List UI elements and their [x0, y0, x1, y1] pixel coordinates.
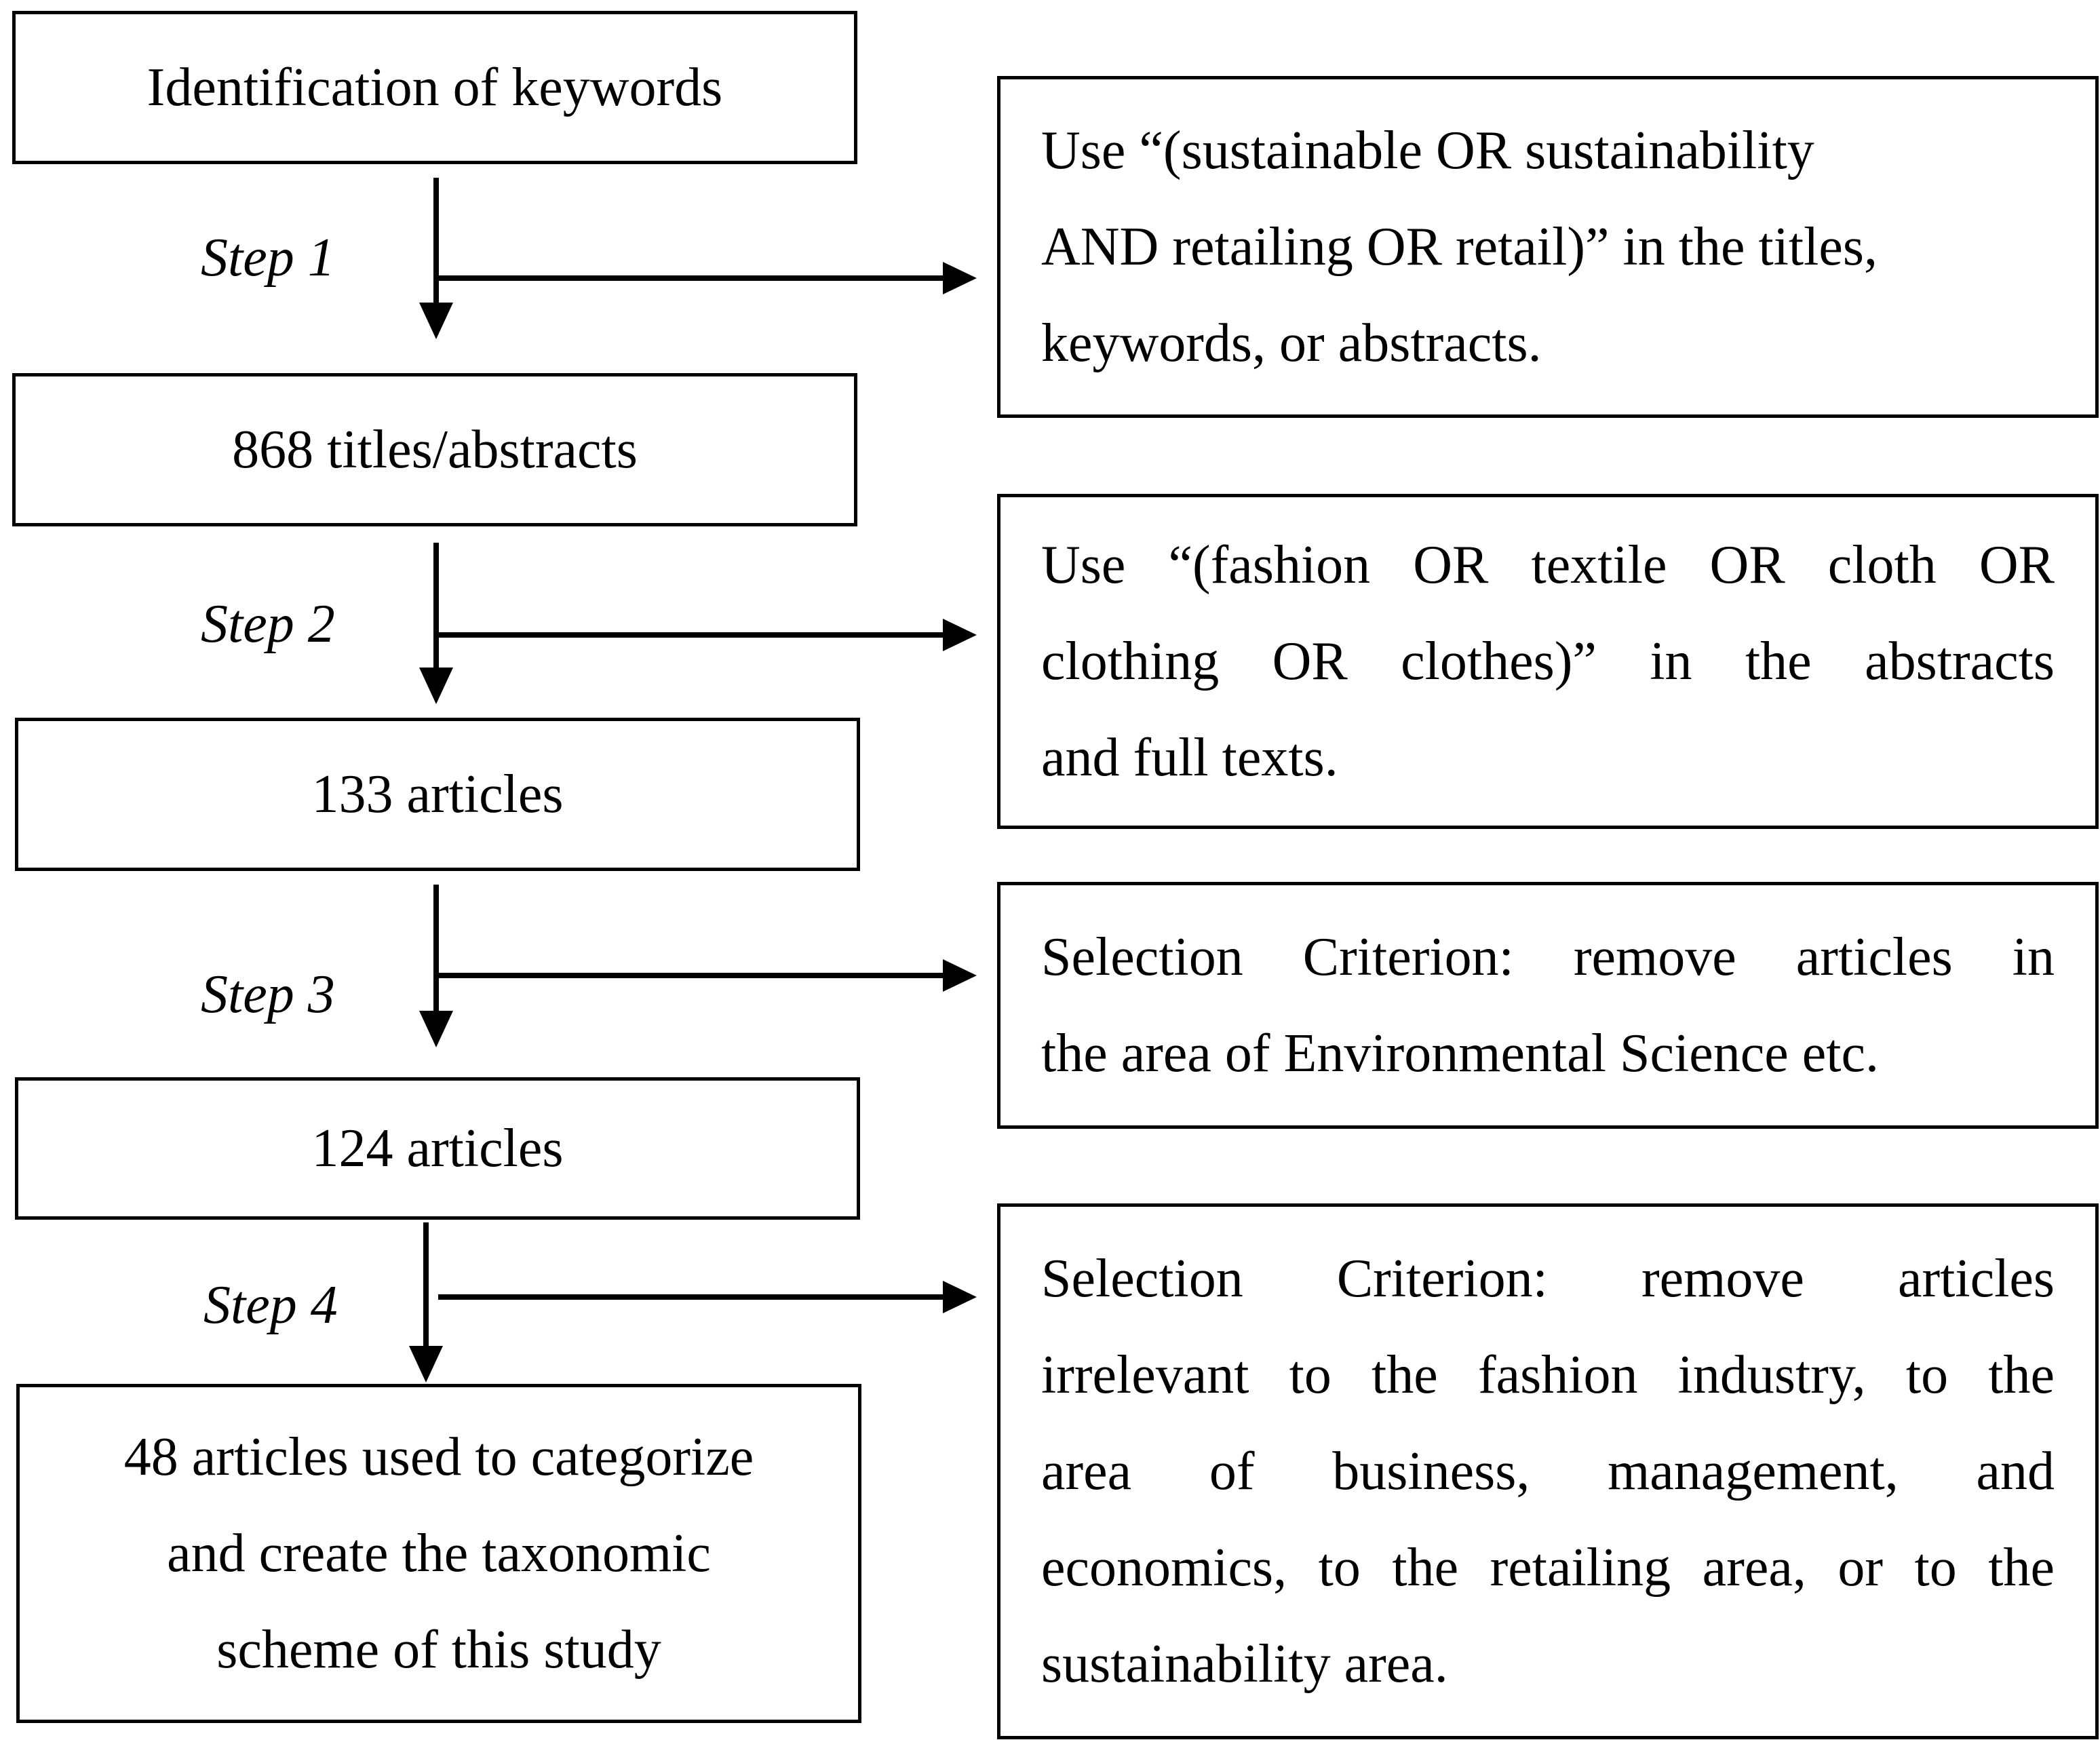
step-2-down-arrowhead [419, 668, 453, 704]
titles-abstracts-box-text: 868 titles/abstracts [232, 420, 638, 480]
step-4-right-arrowhead [943, 1281, 977, 1313]
keywords-box-text: Identification of keywords [147, 58, 723, 117]
step-2-label: Step 2 [201, 594, 335, 654]
step-1-right-arrowhead [943, 262, 977, 294]
articles-124-box-text: 124 articles [311, 1119, 564, 1178]
step-3-down-arrowhead [419, 1011, 453, 1047]
criterion-2-line: Use “(fashion OR textile OR cloth OR [1041, 535, 2055, 595]
criterion-4-line: Selection Criterion: remove articles [1041, 1249, 2055, 1309]
criterion-2-line: and full texts. [1041, 728, 1338, 788]
criterion-4-line: area of business, management, and [1041, 1442, 2055, 1501]
criterion-4-line: economics, to the retailing area, or to the [1041, 1538, 2055, 1598]
step-2-right-arrowhead [943, 619, 977, 651]
criterion-1-line: Use “(sustainable OR sustainability [1041, 121, 1814, 180]
final-box-line: 48 articles used to categorize [123, 1427, 754, 1487]
criterion-3-line: the area of Environmental Science etc. [1041, 1024, 1879, 1083]
step-4-down-arrowhead [409, 1346, 443, 1383]
criterion-4-line: sustainability area. [1041, 1634, 1448, 1694]
step-3-right-arrowhead [943, 959, 977, 992]
criterion-2-line: clothing OR clothes)” in the abstracts [1041, 632, 2055, 691]
criterion-1-line: keywords, or abstracts. [1041, 313, 1542, 373]
step-4-label: Step 4 [203, 1275, 338, 1335]
articles-133-box-text: 133 articles [311, 765, 564, 824]
criterion-1-line: AND retailing OR retail)” in the titles, [1041, 217, 1878, 277]
criterion-3-line: Selection Criterion: remove articles in [1041, 927, 2055, 987]
step-3-label: Step 3 [201, 965, 335, 1024]
final-box-line: scheme of this study [216, 1620, 661, 1680]
criterion-4-line: irrelevant to the fashion industry, to the [1041, 1345, 2055, 1405]
step-1-label: Step 1 [201, 228, 335, 288]
final-box-line: and create the taxonomic [167, 1524, 711, 1583]
step-1-down-arrowhead [419, 303, 453, 339]
